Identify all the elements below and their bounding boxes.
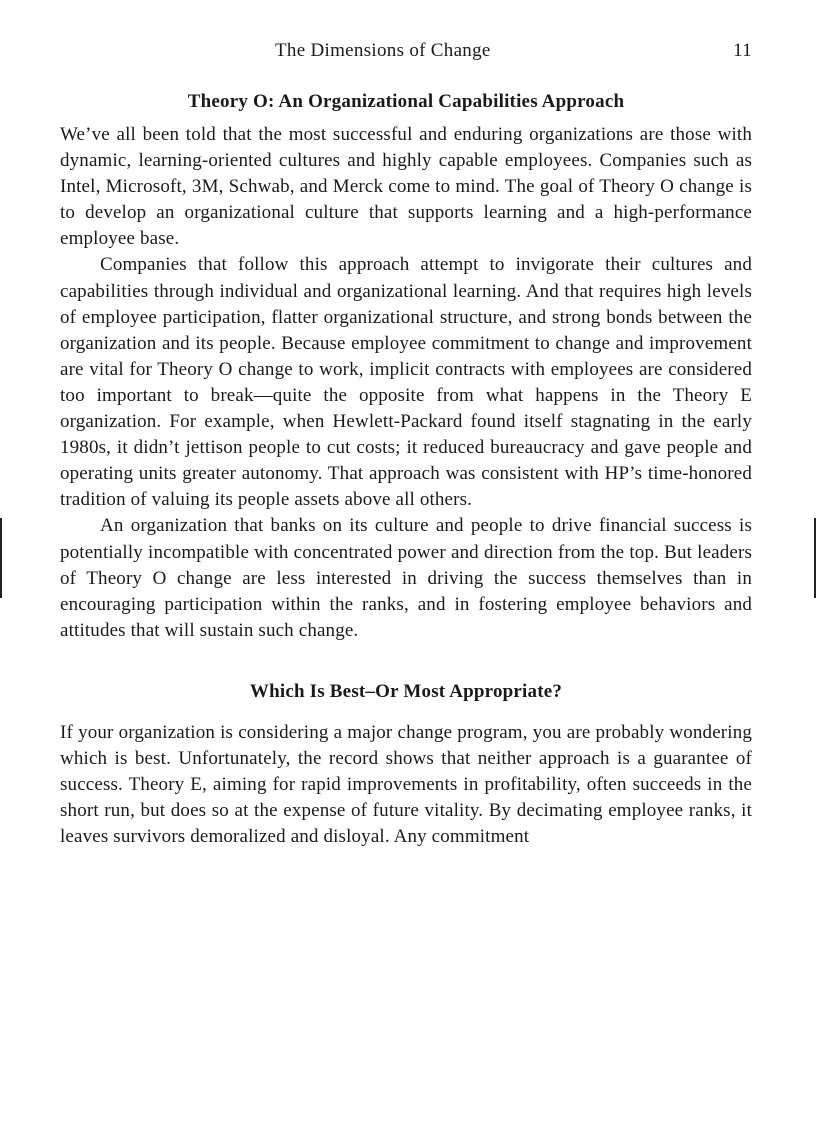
section-heading-theory-o: Theory O: An Organizational Capabilities Approach [187,91,625,112]
running-title: The Dimensions of Change [275,40,491,61]
paragraph: Companies that follow this approach attempt to invigorate their cultures and capabilities through individual and organizational learning. And that requires high levels of employee participation, flatter organizational structure, and strong bonds between the organization and its people. Because employee commitment to change and improvement are vital for Theory O change to work, implicit contracts with employees are considered too important to break—quite the opposite from what happens in the Theory E organization. For example, when Hewlett-Packard found itself stagnating in the early 1980s, it didn’t jettison people to cut costs; it reduced bureaucracy and gave people and operating units greater autonomy. That approach was consistent with HP’s time-honored tradition of valuing its people assets above all others. [60,254,752,511]
page-number: 11 [733,40,752,61]
page-content [60,88,752,850]
left-margin-mark [0,518,2,598]
section-heading-which-is-best: Which Is Best–Or Most Appropriate? [249,680,563,702]
running-head [0,40,816,64]
paragraph: If your organization is considering a major change program, you are probably wondering which is best. Unfortunately, the record shows that neither approach is a guarantee of success. Theory E, aiming for rapid improvements in profitability, often succeeds in the short run, but does so at the expense of future vitality. By decimating employee ranks, it leaves survivors demoralized and disloyal. Any commitment [60,721,752,848]
paragraph: An organization that banks on its culture and people to drive financial success is potentially incompatible with concentrated power and direction from the top. But leaders of Theory O change are less interested in driving the success themselves than in encouraging participation within the ranks, and in fostering employee behaviors and attitudes that will sustain such change. [60,515,752,641]
paragraph: We’ve all been told that the most successful and enduring organizations are those with dynamic, learning-oriented cultures and highly capable employees. Companies such as Intel, Microsoft, 3M, Schwab, and Merck come to mind. The goal of Theory O change is to develop an organizational culture that supports learning and a high-performance employee base. [60,124,752,250]
